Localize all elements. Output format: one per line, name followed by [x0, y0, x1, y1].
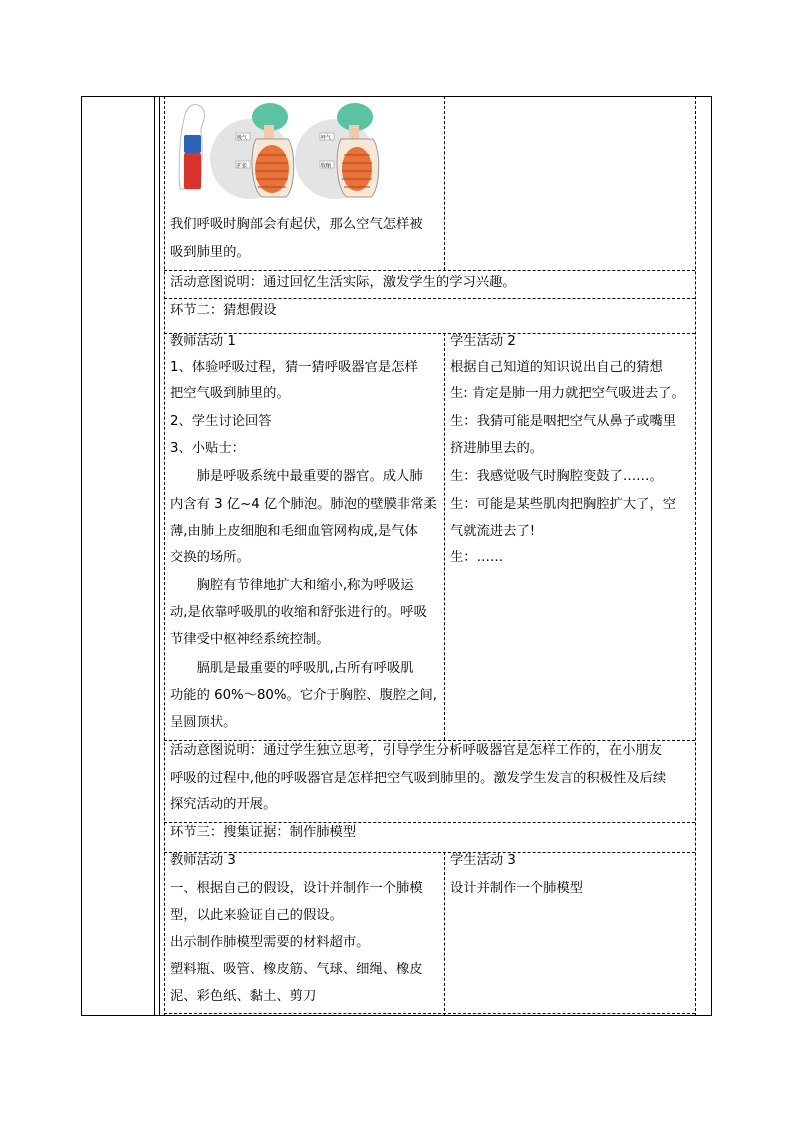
student-activity-2-title: 学生活动 2 [450, 334, 516, 349]
student-line: 生：可能是某些肌肉把胸腔扩大了，空 [450, 497, 677, 512]
teacher-line: 膈肌是最重要的呼吸肌,占所有呼吸肌 [196, 661, 414, 676]
teacher-line: 塑料瓶、吸管、橡皮筋、气球、细绳、橡皮 [170, 962, 423, 977]
row-border [164, 96, 695, 97]
teacher-line: 交换的场所。 [170, 550, 250, 565]
student-line: 生：…… [450, 550, 504, 565]
teacher-line: 把空气吸到肺里的。 [170, 386, 290, 401]
inner-left-border [164, 96, 165, 1016]
cell-divider [444, 852, 445, 1016]
row-border [164, 1013, 695, 1014]
contract-label: 收缩 [321, 163, 332, 169]
cell-divider [444, 333, 445, 740]
student-line: 生：我猜可能是咽把空气从鼻子或嘴里 [450, 414, 677, 429]
intent-2-line: 探究活动的开展。 [170, 797, 277, 812]
teacher-line: 动,是依靠呼吸肌的收缩和舒张进行的。呼吸 [170, 605, 427, 620]
section3-header: 环节三：搜集证据：制作肺模型 [170, 825, 357, 840]
student-line: 挤进肺里去的。 [450, 441, 544, 456]
row-border [164, 852, 695, 853]
intent-2-line: 活动意图说明：通过学生独立思考，引导学生分析呼吸器官是怎样工作的，在小朋友 [170, 743, 662, 758]
teacher-line: 3、小贴士： [170, 441, 245, 456]
column-divider [154, 96, 155, 1016]
teacher-line: 功能的 60%～80%。它介于胸腔、腹腔之间, [170, 688, 438, 703]
student-line: 生: 肯定是肺一用力就把空气吸进去了。 [450, 386, 685, 401]
intent-2-line: 呼吸的过程中,他的呼吸器官是怎样把空气吸到肺里的。激发学生发言的积极性及后续 [170, 771, 667, 786]
teacher-line: 出示制作肺模型需要的材料超市。 [170, 935, 370, 950]
exhale-label: 呼气 [321, 135, 332, 141]
teacher-line: 泥、彩色纸、黏土、剪刀 [170, 989, 317, 1004]
teacher-line: 1、体验呼吸过程，猜一猜呼吸器官是怎样 [170, 360, 418, 375]
column-divider [159, 96, 160, 1016]
teacher-activity-3-title: 教师活动 3 [170, 853, 236, 868]
teacher-line: 2、学生讨论回答 [170, 414, 272, 429]
teacher-line: 型，以此来验证自己的假设。 [170, 908, 343, 923]
teacher-line: 一、根据自己的假设，设计并制作一个肺模 [170, 881, 423, 896]
teacher-line: 肺是呼吸系统中最重要的器官。成人肺 [196, 469, 423, 484]
student-line: 气就流进去了! [450, 524, 536, 539]
student-activity-3-title: 学生活动 3 [450, 853, 516, 868]
teacher-activity-1-title: 教师活动 1 [170, 334, 236, 349]
question-line-2: 吸到肺里的。 [170, 245, 250, 260]
breathing-illustration [170, 99, 396, 203]
teacher-line: 胸腔有节律地扩大和缩小,称为呼吸运 [196, 578, 414, 593]
student-line: 根据自己知道的知识说出自己的猜想 [450, 360, 663, 375]
question-line-1: 我们呼吸时胸部会有起伏，那么空气怎样被 [170, 217, 423, 232]
inhale-label: 吸气 [237, 135, 248, 141]
row-border [164, 333, 695, 334]
intent-1: 活动意图说明：通过回忆生活实际，激发学生的学习兴趣。 [170, 275, 516, 290]
section2-header: 环节二：猜想假设 [170, 303, 277, 318]
student-line: 生：我感觉吸气时胸腔变鼓了……。 [450, 469, 663, 484]
teacher-line: 呈圆顶状。 [170, 715, 237, 730]
inner-right-border [695, 96, 696, 1016]
cell-divider [444, 96, 445, 270]
expand-label: 扩张 [237, 163, 248, 169]
student-line: 设计并制作一个肺模型 [450, 881, 583, 896]
teacher-line: 内含有 3 亿~4 亿个肺泡。肺泡的壁膜非常柔 [170, 497, 437, 512]
teacher-line: 节律受中枢神经系统控制。 [170, 632, 330, 647]
teacher-line: 薄,由肺上皮细胞和毛细血管网构成,是气体 [170, 524, 418, 539]
